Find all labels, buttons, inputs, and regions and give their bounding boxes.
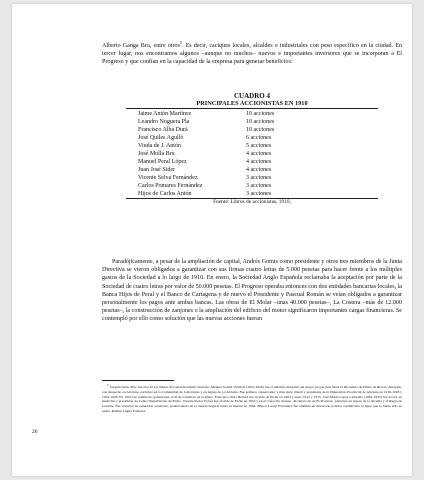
footnote-separator <box>102 380 174 381</box>
shareholder-name: José Quiles Agulló <box>138 135 184 141</box>
shareholder-name: Leandro Noguera Pla <box>138 119 190 125</box>
shareholder-shares: 5 acciones <box>246 143 272 149</box>
table-row <box>102 142 402 150</box>
table-row <box>102 126 402 134</box>
table-title: CUADRO 4 <box>234 92 270 100</box>
table-row <box>102 110 402 118</box>
shareholder-name: Juan José Sider <box>138 167 175 173</box>
shareholder-shares: 4 acciones <box>246 167 272 173</box>
shareholder-name: Vicente Selva Fernández <box>138 175 198 181</box>
shareholder-name: Francisco Alba Durá <box>138 127 188 133</box>
intro-text-before: Alberto Ganga Bru, entre otros <box>102 43 180 49</box>
footnote-marker: 5 <box>107 383 109 387</box>
table-source: Fuente: Libros de accionistas, 1910. <box>213 199 291 205</box>
footnote <box>102 385 402 413</box>
shareholder-shares: 6 acciones <box>246 135 272 141</box>
table-row <box>102 174 402 182</box>
shareholder-shares: 10 acciones <box>246 127 275 133</box>
shareholder-shares: 3 acciones <box>246 175 272 181</box>
shareholder-shares: 3 acciones <box>246 183 272 189</box>
footnote-text: Joaquín Santo Bru: fue uno de los líderes del republicanismo ilicitano, Manuel Gomiz Valdivia (1872-1926) fue el máximo dirigente del mayor proyección hasta la Dictadura de Primo de Rivera. Abogado, con despacho en Alicante, participó en la Comunidad de Labradores y en Aguas de La Alcudia. Fue primero conservador y más tarde liberal y presidente de la Diputación Provincial de Alicante en 1916-1918 y 1919-1920. En 1922 fue nombrado gobernador civil de Castellón de la Plana. Francisco Ortiz Bernad fue alcalde de Elche en 1904 y entre 1912 y 1915. José María López Campello (1861-1935) fue doctor en medicina y presidente de Centro Republicano de Elche. Vicente Pastor Ferrer fue alcalde de Elche en 1919 y en el conocido Ateneo. Alcantara de en El Progreso, participó en Aguas de la Alcudia y el Riego de Levante. Fue concejal en reiteradas ocasiones, promoviendo en la ciudad llegaría hasta su muerte en 1944. Blasco Lacart Ferrández fue también un destacado político republicano al igual que lo había sido su padre, Ramón Lagier Pomares. <box>102 385 402 413</box>
shareholder-name: Carlos Pomares Fernández <box>138 183 203 189</box>
table-row <box>102 190 402 198</box>
table-subtitle: PRINCIPALES ACCIONISTAS EN 1910 <box>196 100 308 107</box>
shareholder-name: Hijos de Carlos Antón <box>138 191 192 197</box>
intro-text-after: . Es decir, caciques locales, alcaldes o industriales con peso específico en la ciudad. En tercer lugar, nos encontramos algunos –aunque no muchos– nuevos e importantes inversores que se incorporan a El Progreso y que confían en la capacidad de la empresa para generar beneficios: <box>102 43 402 66</box>
page-number: 26 <box>32 429 38 435</box>
shareholder-shares: 3 acciones <box>246 191 272 197</box>
table-top-rule <box>126 108 378 109</box>
shareholder-shares: 10 acciones <box>246 111 275 117</box>
shareholder-name: Manuel Peral López <box>138 159 187 165</box>
body-paragraph <box>102 258 402 324</box>
shareholders-table <box>102 92 402 206</box>
shareholder-shares: 4 acciones <box>246 159 272 165</box>
footnote-reference[interactable]: 5 <box>179 39 182 45</box>
document-page <box>12 4 412 476</box>
table-row <box>102 118 402 126</box>
shareholder-name: Viuda de J. Antón <box>138 143 181 149</box>
table-rows <box>102 110 402 198</box>
table-row <box>102 134 402 142</box>
table-row <box>102 166 402 174</box>
body-paragraph-text: Paradójicamente, a pesar de la ampliación de capital, Andrés Gomis como presidente y otros tres miembros de la Junta Directiva se vieron obligados a garantizar con sus firmas cuatro letras de 5.000 pesetas para hacer frente a los múltiples gastos de la Sociedad a lo largo de 1910. En enero, la Sociedad Anglo Española reclamaba la aceptación por parte de la Sociedad de cuatro letras por valor de 50.000 pesetas. El Progreso operaba entonces con dos entidades bancarias locales, la Banca Hijos de Peral y el Banco de Cartagena y de nuevo el Presidente y Pascual Román se veían obligados a garantizar personalmente los pagos ante ambas bancas. Las obras de El Molar –unas 40.000 pesetas–, La Costera –más de 12.000 pesetas–, la construcción de zanjones o la ampliación del edificio del motor significaron importantes cargas financieras. Se contempló por ello como solución que las nuevas acciones fueran <box>102 259 403 323</box>
intro-paragraph <box>102 39 402 67</box>
shareholder-name: Jaime Antón Martínez <box>138 111 192 117</box>
table-row <box>102 150 402 158</box>
table-row <box>102 182 402 190</box>
shareholder-name: José Mollá Bru <box>138 151 175 157</box>
table-row <box>102 158 402 166</box>
shareholder-shares: 10 acciones <box>246 119 275 125</box>
shareholder-shares: 4 acciones <box>246 151 272 157</box>
